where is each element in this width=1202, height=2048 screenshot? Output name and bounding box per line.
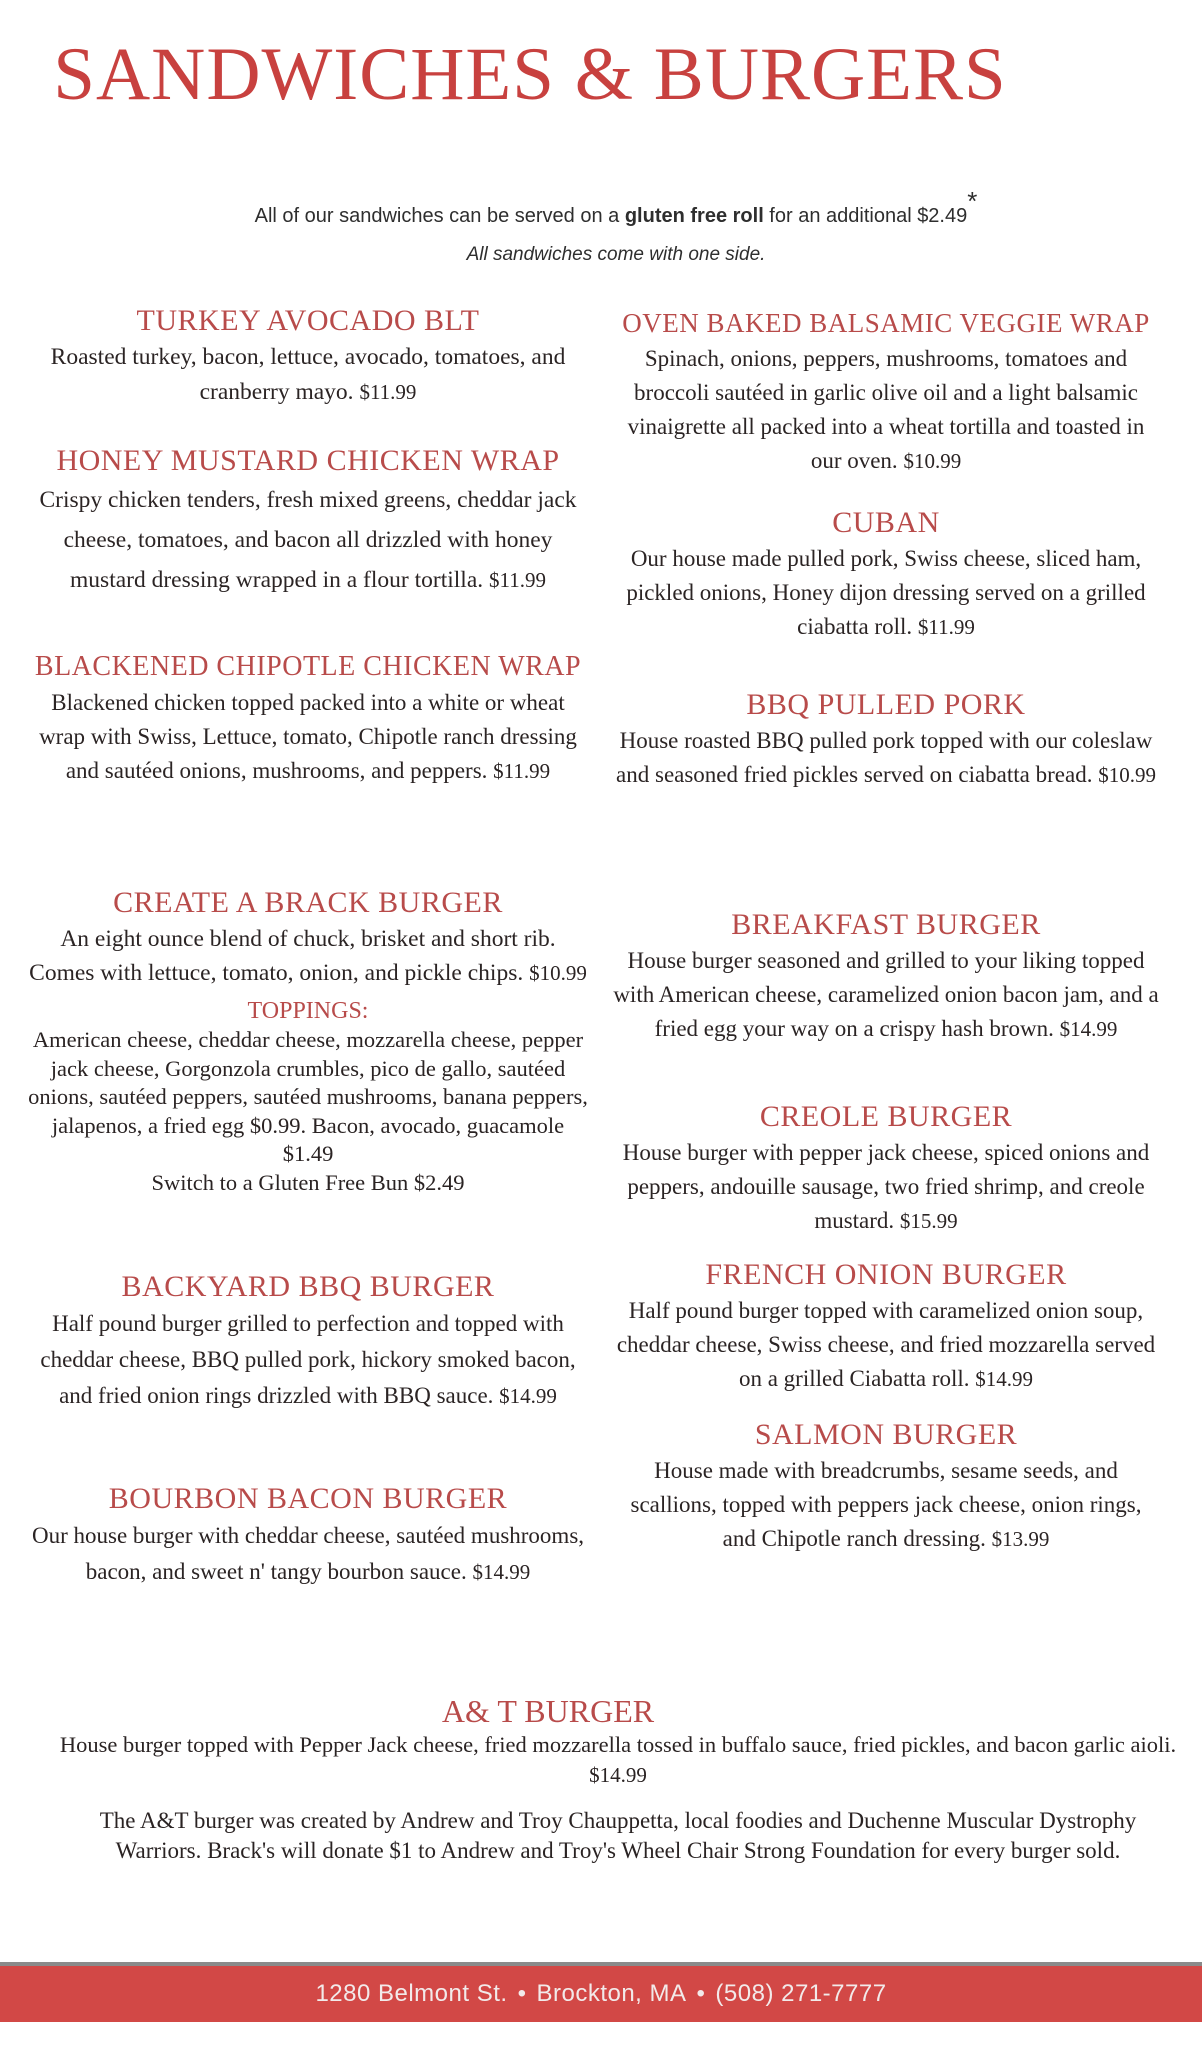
- item-desc-text: House burger topped with Pepper Jack cheese, fried mozzarella tossed in buffalo sauce, fried pickles, and bacon garlic aioli.: [59, 1732, 1177, 1757]
- menu-item-oven-baked-balsamic-veggie-wrap: [612, 304, 1160, 478]
- menu-item-french-onion-burger: [612, 1256, 1160, 1396]
- item-desc-text: An eight ounce blend of chuck, brisket and short rib. Comes with lettuce, tomato, onion, and pickle chips.: [29, 926, 556, 986]
- item-description: [612, 1294, 1160, 1396]
- item-price: $15.99: [899, 1209, 958, 1233]
- item-title: CUBAN: [832, 506, 940, 539]
- menu-item-turkey-avocado-blt: [28, 302, 588, 410]
- item-desc-text: House burger with pepper jack cheese, spiced onions and peppers, andouille sausage, two fried shrimp, and creole mustard.: [622, 1140, 1150, 1233]
- item-desc-text: House roasted BBQ pulled pork topped with our coleslaw and seasoned fried pickles served on ciabatta bread.: [616, 728, 1153, 787]
- item-description: [612, 944, 1160, 1046]
- item-price: $14.99: [1059, 1017, 1118, 1041]
- menu-item-blackened-chipotle-chicken-wrap: [28, 648, 588, 788]
- city-state: Brockton, MA: [536, 1980, 687, 2007]
- item-desc-text: Our house burger with cheddar cheese, sautéed mushrooms, bacon, and sweet n' tangy bourbon sauce.: [31, 1523, 585, 1584]
- gluten-note-text: All of our sandwiches can be served on a: [254, 205, 625, 227]
- item-price: $10.99: [1098, 763, 1156, 787]
- item-desc-text: House burger seasoned and grilled to your liking topped with American cheese, caramelized onion bacon jam, and a fried egg your way on a crispy hash brown.: [613, 948, 1159, 1041]
- separator-dot: •: [517, 1980, 527, 2007]
- item-title: HONEY MUSTARD CHICKEN WRAP: [56, 444, 560, 477]
- menu-item-honey-mustard-chicken-wrap: [28, 442, 588, 600]
- item-title: SALMON BURGER: [754, 1418, 1018, 1451]
- item-description: [28, 340, 588, 410]
- item-desc-text: Spinach, onions, peppers, mushrooms, tomatoes and broccoli sautéed in garlic olive oil and a light balsamic vinaigrette all packed into a wheat tortilla and toasted in our oven.: [627, 346, 1145, 473]
- toppings-title: TOPPINGS:: [247, 998, 369, 1024]
- item-desc-text: Blackened chicken topped packed into a white or wheat wrap with Swiss, Lettuce, tomato, Chipotle ranch dressing and sautéed onions, mushrooms, and peppers.: [39, 690, 577, 783]
- street-address: 1280 Belmont St.: [315, 1980, 508, 2007]
- phone-number: (508) 271-7777: [715, 1980, 887, 2007]
- item-price: $11.99: [489, 568, 546, 592]
- toppings-list: American cheese, cheddar cheese, mozzarella cheese, pepper jack cheese, Gorgonzola crumbles, pico de gallo, sautéed onions, sautéed peppers, sautéed mushrooms, banana peppers, jalapenos, a fried egg $0.99. Bacon, avocado, guacamole $1.49: [28, 1027, 588, 1166]
- item-price: $14.99: [975, 1367, 1034, 1391]
- item-desc-text: Crispy chicken tenders, fresh mixed greens, cheddar jack cheese, tomatoes, and bacon all drizzled with honey mustard dressing wrapped in a flour tortilla.: [39, 487, 577, 593]
- item-title: BOURBON BACON BURGER: [108, 1482, 508, 1515]
- item-desc-text: Half pound burger topped with caramelized onion soup, cheddar cheese, Swiss cheese, and fried mozzarella served on a grilled Ciabatta roll.: [616, 1298, 1156, 1391]
- item-desc-text: Our house made pulled pork, Swiss cheese, sliced ham, pickled onions, Honey dijon dressing served on a grilled ciabatta roll.: [626, 546, 1146, 639]
- item-description: [612, 1454, 1160, 1556]
- menu-item-backyard-bbq-burger: [28, 1268, 588, 1414]
- item-title: CREATE A BRACK BURGER: [113, 886, 503, 919]
- item-price: $11.99: [493, 759, 551, 783]
- item-description: [28, 1518, 588, 1590]
- item-price: $13.99: [991, 1527, 1050, 1551]
- item-price: $11.99: [917, 615, 975, 639]
- at-burger-donation-note: The A&T burger was created by Andrew and Troy Chauppetta, local foodies and Duchenne Muscular Dystrophy Warriors. Brack's will donate $1 to Andrew and Troy's Wheel Chair Strong Foundation for every burger sold.: [99, 1808, 1137, 1863]
- menu-item-creole-burger: [612, 1098, 1160, 1238]
- item-description: [28, 686, 588, 788]
- item-price: $11.99: [359, 380, 417, 404]
- menu-item-salmon-burger: [612, 1416, 1160, 1556]
- item-title: FRENCH ONION BURGER: [705, 1258, 1067, 1291]
- item-title: A& T BURGER: [441, 1693, 655, 1729]
- item-title: TURKEY AVOCADO BLT: [136, 304, 480, 337]
- item-title: CREOLE BURGER: [759, 1100, 1013, 1133]
- item-description: [28, 480, 588, 600]
- separator-dot: •: [696, 1980, 706, 2007]
- item-title: BACKYARD BBQ BURGER: [121, 1270, 495, 1303]
- item-price: $14.99: [472, 1560, 531, 1584]
- item-desc-text: Roasted turkey, bacon, lettuce, avocado, tomatoes, and cranberry mayo.: [50, 344, 566, 405]
- menu-item-create-a-brack-burger: [28, 884, 588, 1197]
- item-price: $14.99: [589, 1763, 647, 1787]
- menu-item-bourbon-bacon-burger: [28, 1480, 588, 1590]
- item-description: [612, 1136, 1160, 1238]
- item-description: [612, 542, 1160, 644]
- gluten-free-note: [0, 186, 1202, 229]
- item-title: BBQ PULLED PORK: [746, 688, 1026, 721]
- side-note: All sandwiches come with one side.: [466, 244, 766, 265]
- item-description: [612, 724, 1160, 792]
- item-description: [28, 1306, 588, 1414]
- gluten-note-price: for an additional $2.49: [763, 205, 968, 227]
- item-title: BLACKENED CHIPOTLE CHICKEN WRAP: [34, 651, 582, 682]
- menu-item-bbq-pulled-pork: [612, 686, 1160, 792]
- item-price: $14.99: [499, 1384, 557, 1408]
- item-description: [28, 922, 588, 990]
- item-title: OVEN BAKED BALSAMIC VEGGIE WRAP: [622, 308, 1150, 338]
- item-title: BREAKFAST BURGER: [731, 908, 1041, 941]
- address-footer: [0, 1962, 1202, 2022]
- item-description: [612, 342, 1160, 478]
- menu-item-cuban: [612, 504, 1160, 644]
- item-desc-text: House made with breadcrumbs, sesame seeds, and scallions, topped with peppers jack cheese, onion rings, and Chipotle ranch dressing.: [630, 1458, 1142, 1551]
- item-description: [58, 1730, 1178, 1790]
- gluten-free-bun-option: Switch to a Gluten Free Bun $2.49: [151, 1169, 465, 1195]
- gluten-free-roll-label: gluten free roll: [624, 205, 764, 227]
- item-price: $10.99: [529, 961, 587, 985]
- menu-item-breakfast-burger: [612, 906, 1160, 1046]
- page-title: SANDWICHES & BURGERS: [53, 33, 1007, 116]
- item-desc-text: Half pound burger grilled to perfection and topped with cheddar cheese, BBQ pulled pork, hickory smoked bacon, and fried onion rings drizzled with BBQ sauce.: [40, 1311, 576, 1408]
- asterisk-mark: *: [967, 186, 978, 216]
- menu-item-at-burger: [58, 1692, 1178, 1866]
- item-price: $10.99: [903, 449, 962, 473]
